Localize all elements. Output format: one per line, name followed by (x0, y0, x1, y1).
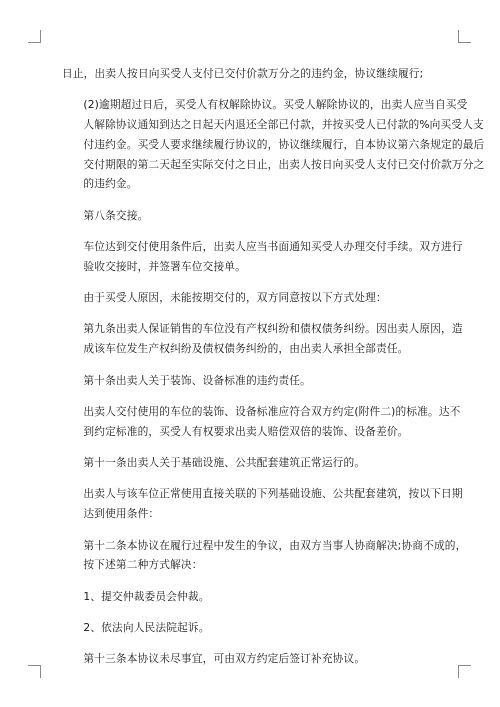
paragraph-line: 第十二条本协议在履行过程中发生的争议，由双方当事人协商解决;协商不成的， (83, 538, 467, 552)
paragraph-line: 第十三条本协议未尽事宜，可由双方约定后签订补充协议。 (83, 652, 366, 666)
body-paragraph (62, 484, 463, 523)
paragraph-line: 到约定标准的，买受人有权要求出卖人赔偿双倍的装饰、设备差价。 (83, 424, 409, 438)
paragraph-line: 由于买受人原因，未能按期交付的，双方同意按以下方式处理： (83, 291, 387, 305)
body-paragraph (62, 587, 442, 607)
paragraph-line: (2)逾期超过日后，买受人有权解除协议。买受人解除协议的，出卖人应当自买受 (83, 98, 468, 112)
body-paragraph (62, 95, 485, 194)
paragraph-line: 第八条交接。 (83, 208, 149, 222)
paragraph-line: 2、依法向人民法院起诉。 (83, 621, 210, 635)
body-paragraph (62, 64, 442, 84)
paragraph-line: 的违约金。 (83, 177, 138, 191)
paragraph-line: 日止，出卖人按日向买受人支付已交付价款万分之的违约金，协议继续履行; (62, 67, 424, 80)
body-paragraph (62, 649, 442, 669)
body-paragraph (62, 536, 467, 575)
crop-mark-bottom-left (28, 665, 41, 678)
paragraph-line: 按下述第二种方式解决： (83, 558, 203, 572)
body-paragraph (62, 237, 463, 276)
body-paragraph (62, 288, 442, 308)
body-paragraph (62, 319, 463, 358)
body-paragraph (62, 453, 442, 473)
paragraph-line: 达到使用条件： (83, 507, 160, 521)
crop-mark-bottom-right (458, 665, 471, 678)
paragraph-line: 人解除协议通知到达之日起天内退还全部已付款，并按买受人已付款的%向买受人支 (83, 118, 484, 132)
paragraph-line: 第十一条出卖人关于基础设施、公共配套建筑正常运行的。 (83, 456, 366, 470)
crop-mark-top-right (458, 30, 471, 43)
document-body (62, 64, 485, 681)
paragraph-line: 成该车位发生产权纠纷及债权债务纠纷的，由出卖人承担全部责任。 (83, 342, 409, 356)
body-paragraph (62, 618, 442, 638)
crop-mark-top-left (28, 30, 41, 43)
body-paragraph (62, 206, 442, 226)
body-paragraph (62, 371, 442, 391)
paragraph-line: 第十条出卖人关于装饰、设备标准的违约责任。 (83, 373, 311, 387)
paragraph-line: 出卖人交付使用的车位的装饰、设备标准应符合双方约定(附件二)的标准。达不 (83, 404, 461, 418)
paragraph-line: 交付期限的第二天起至实际交付之日止，出卖人按日向买受人支付已交付价款万分之 (83, 157, 485, 171)
paragraph-line: 出卖人与该车位正常使用直接关联的下列基础设施、公共配套建筑，按以下日期 (83, 487, 463, 501)
paragraph-line: 车位达到交付使用条件后，出卖人应当书面通知买受人办理交付手续。双方进行 (83, 239, 463, 253)
paragraph-line: 付违约金。买受人要求继续履行协议的，协议继续履行，自本协议第六条规定的最后 (83, 137, 485, 151)
paragraph-line: 1、提交仲裁委员会仲裁。 (83, 589, 210, 603)
paragraph-line: 验收交接时，并签署车位交接单。 (83, 259, 246, 273)
body-paragraph (62, 402, 461, 441)
paragraph-line: 第九条出卖人保证销售的车位没有产权纠纷和债权债务纠纷。因出卖人原因，造 (83, 322, 463, 336)
